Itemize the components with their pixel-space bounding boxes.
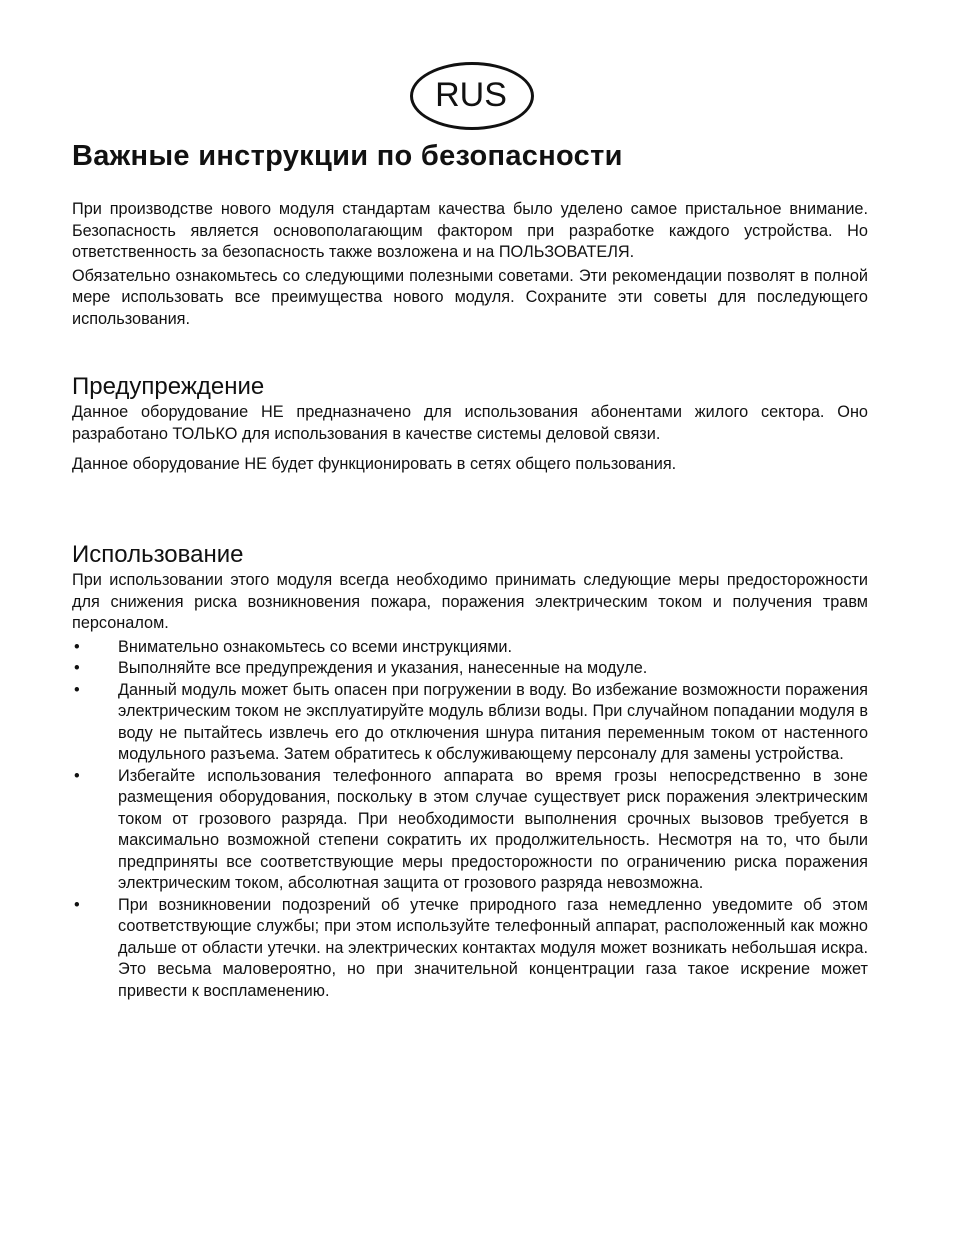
usage-paragraph: При использовании этого модуля всегда необходимо принимать следующие меры предосторожности для снижения риска возникновения пожара, поражения электрическим током и получения травм персоналом.: [72, 571, 868, 632]
intro-paragraph-1: При производстве нового модуля стандартам качества было уделено самое пристальное внимание. Безопасность является основополагающим фактором при разработке каждого устройства. Но ответственность за безопасность также возложена и на ПОЛЬЗОВАТЕЛЯ.: [72, 200, 868, 261]
list-item: • Данный модуль может быть опасен при погружении в воду. Во избежание возможности поражения электрическим током не эксплуатируйте модуль вблизи воды. При случайном попадании модуля в воду не пытайтесь извлечь его до отключения шнура питания переменным током от настенного модульного разъема. Затем обратитесь к обслуживающему персоналу для замены устройства.: [72, 680, 868, 766]
list-item: • Избегайте использования телефонного аппарата во время грозы непосредственно в зоне размещения оборудования, поскольку в этом случае существует риск поражения электрическим током от грозового разряда. При необходимости выполнения срочных вызовов требуется в максимально возможной степени сократить их продолжительность. Несмотря на то, что были предприняты все соответствующие меры предосторожности по ограничению риска поражения электрическим током, абсолютная защита от грозового разряда невозможна.: [72, 766, 868, 895]
page-title: Важные инструкции по безопасности: [72, 140, 623, 172]
warning-section: [72, 372, 868, 476]
warning-paragraph-1: Данное оборудование НЕ предназначено для использования абонентами жилого сектора. Оно разработано ТОЛЬКО для использования в качестве системы деловой связи.: [72, 403, 868, 443]
language-badge: [410, 62, 532, 128]
warning-paragraph-2: Данное оборудование НЕ будет функционировать в сетях общего пользования.: [72, 455, 677, 473]
usage-section: [72, 540, 868, 1002]
intro-paragraph-2: Обязательно ознакомьтесь со следующими полезными советами. Эти рекомендации позволят в полной мере использовать все преимущества нового модуля. Сохраните эти советы для последующего использования.: [72, 266, 868, 328]
list-item: • Внимательно ознакомьтесь со всеми инструкциями.: [72, 637, 868, 659]
intro-section: [72, 199, 868, 330]
list-item: • При возникновении подозрений об утечке природного газа немедленно уведомите об этом соответствующие службы; при этом используйте телефонный аппарат, расположенный как можно дальше от области утечки. на электрических контактах модуля может возникать небольшая искра. Это весьма маловероятно, но при значительной концентрации газа такое искрение может привести к воспламенению.: [72, 895, 868, 1003]
list-item: • Выполняйте все предупреждения и указания, нанесенные на модуле.: [72, 658, 868, 680]
warning-heading: Предупреждение: [72, 373, 265, 400]
usage-heading: Использование: [72, 541, 244, 568]
language-code: RUS: [435, 75, 507, 114]
usage-list: [72, 637, 868, 1003]
